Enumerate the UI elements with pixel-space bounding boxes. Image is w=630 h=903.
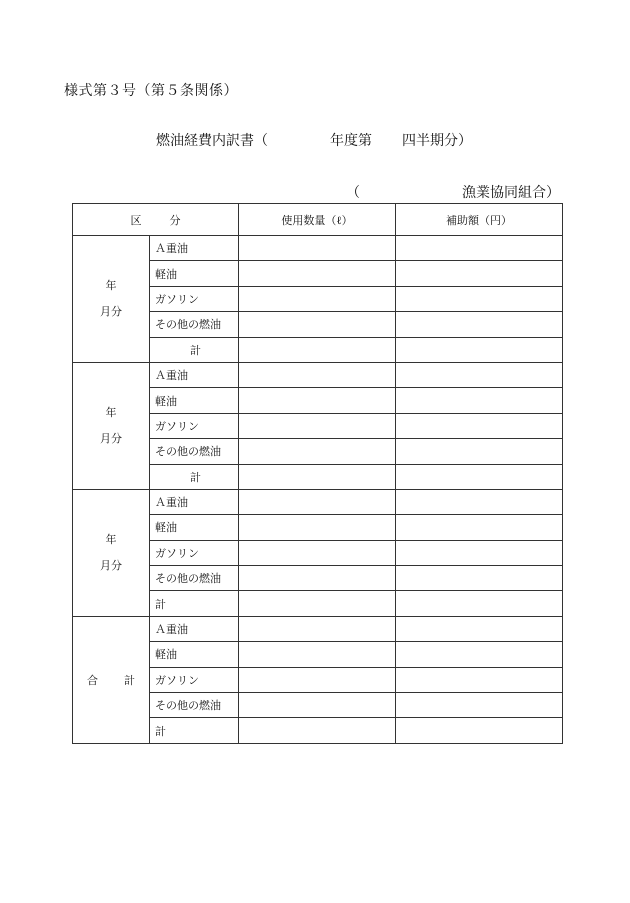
subsidy-cell[interactable] <box>396 312 563 337</box>
subsidy-cell[interactable] <box>396 566 563 591</box>
fuel-gasoline: ガソリン <box>150 540 239 565</box>
subsidy-cell[interactable] <box>396 667 563 692</box>
total-label-2: 計 <box>124 673 135 687</box>
header-kubun-2: 分 <box>169 213 181 227</box>
fuel-other: その他の燃油 <box>150 566 239 591</box>
association-name: 漁業協同組合） <box>462 185 560 201</box>
subsidy-cell[interactable] <box>396 413 563 438</box>
table-row <box>73 236 563 261</box>
association-line <box>346 182 560 200</box>
fuel-light-oil: 軽油 <box>150 261 239 286</box>
usage-cell[interactable] <box>239 362 396 387</box>
subsidy-cell[interactable] <box>396 236 563 261</box>
header-subsidy: 補助額（円） <box>396 204 563 236</box>
table-row <box>73 362 563 387</box>
usage-cell[interactable] <box>239 693 396 718</box>
fuel-light-oil: 軽油 <box>150 642 239 667</box>
fuel-a-heavy: Ａ重油 <box>150 362 239 387</box>
fuel-subtotal: 計 <box>150 337 239 362</box>
subsidy-cell[interactable] <box>396 464 563 489</box>
month-label: 月分 <box>100 304 122 318</box>
fuel-a-heavy: Ａ重油 <box>150 616 239 641</box>
subsidy-cell[interactable] <box>396 540 563 565</box>
usage-cell[interactable] <box>239 261 396 286</box>
month-group-3 <box>73 489 150 616</box>
subsidy-cell[interactable] <box>396 718 563 743</box>
usage-cell[interactable] <box>239 236 396 261</box>
subsidy-cell[interactable] <box>396 616 563 641</box>
month-year-label: 年 <box>105 532 117 546</box>
table-row <box>73 616 563 641</box>
subsidy-cell[interactable] <box>396 439 563 464</box>
usage-cell[interactable] <box>239 464 396 489</box>
usage-cell[interactable] <box>239 566 396 591</box>
fuel-light-oil: 軽油 <box>150 388 239 413</box>
header-usage: 使用数量（ℓ） <box>239 204 396 236</box>
month-year-label: 年 <box>105 278 117 292</box>
subsidy-cell[interactable] <box>396 388 563 413</box>
fuel-light-oil: 軽油 <box>150 515 239 540</box>
subsidy-cell[interactable] <box>396 642 563 667</box>
usage-cell[interactable] <box>239 337 396 362</box>
usage-cell[interactable] <box>239 718 396 743</box>
grand-total-group <box>73 616 150 743</box>
usage-cell[interactable] <box>239 489 396 514</box>
usage-cell[interactable] <box>239 591 396 616</box>
fuel-subtotal: 計 <box>150 464 239 489</box>
subsidy-cell[interactable] <box>396 693 563 718</box>
month-label: 月分 <box>100 558 122 572</box>
month-group-1 <box>73 236 150 363</box>
subsidy-cell[interactable] <box>396 591 563 616</box>
table-row <box>73 489 563 514</box>
fuel-other: その他の燃油 <box>150 439 239 464</box>
usage-cell[interactable] <box>239 286 396 311</box>
usage-cell[interactable] <box>239 439 396 464</box>
month-label: 月分 <box>100 431 122 445</box>
fuel-other: その他の燃油 <box>150 693 239 718</box>
fuel-a-heavy: Ａ重油 <box>150 489 239 514</box>
fuel-other: その他の燃油 <box>150 312 239 337</box>
subsidy-cell[interactable] <box>396 337 563 362</box>
title-main: 燃油経費内訳書（ <box>156 133 268 149</box>
usage-cell[interactable] <box>239 413 396 438</box>
usage-cell[interactable] <box>239 540 396 565</box>
fuel-expense-table <box>72 203 563 744</box>
form-number: 様式第３号（第５条関係） <box>64 83 238 99</box>
usage-cell[interactable] <box>239 616 396 641</box>
usage-cell[interactable] <box>239 515 396 540</box>
usage-cell[interactable] <box>239 642 396 667</box>
association-open-paren: （ <box>346 185 360 201</box>
usage-cell[interactable] <box>239 388 396 413</box>
header-kubun-1: 区 <box>130 213 142 227</box>
fuel-gasoline: ガソリン <box>150 667 239 692</box>
subsidy-cell[interactable] <box>396 489 563 514</box>
subsidy-cell[interactable] <box>396 362 563 387</box>
month-year-label: 年 <box>105 405 117 419</box>
fuel-gasoline: ガソリン <box>150 286 239 311</box>
subsidy-cell[interactable] <box>396 261 563 286</box>
fuel-gasoline: ガソリン <box>150 413 239 438</box>
month-group-2 <box>73 362 150 489</box>
usage-cell[interactable] <box>239 667 396 692</box>
usage-cell[interactable] <box>239 312 396 337</box>
fuel-subtotal: 計 <box>150 591 239 616</box>
subsidy-cell[interactable] <box>396 515 563 540</box>
title-quarter: 四半期分） <box>402 133 472 149</box>
table-header-row <box>73 204 563 236</box>
subsidy-cell[interactable] <box>396 286 563 311</box>
title-year: 年度第 <box>330 133 372 149</box>
header-kubun <box>73 204 239 236</box>
fuel-subtotal: 計 <box>150 718 239 743</box>
total-label-1: 合 <box>87 673 98 687</box>
fuel-a-heavy: Ａ重油 <box>150 236 239 261</box>
